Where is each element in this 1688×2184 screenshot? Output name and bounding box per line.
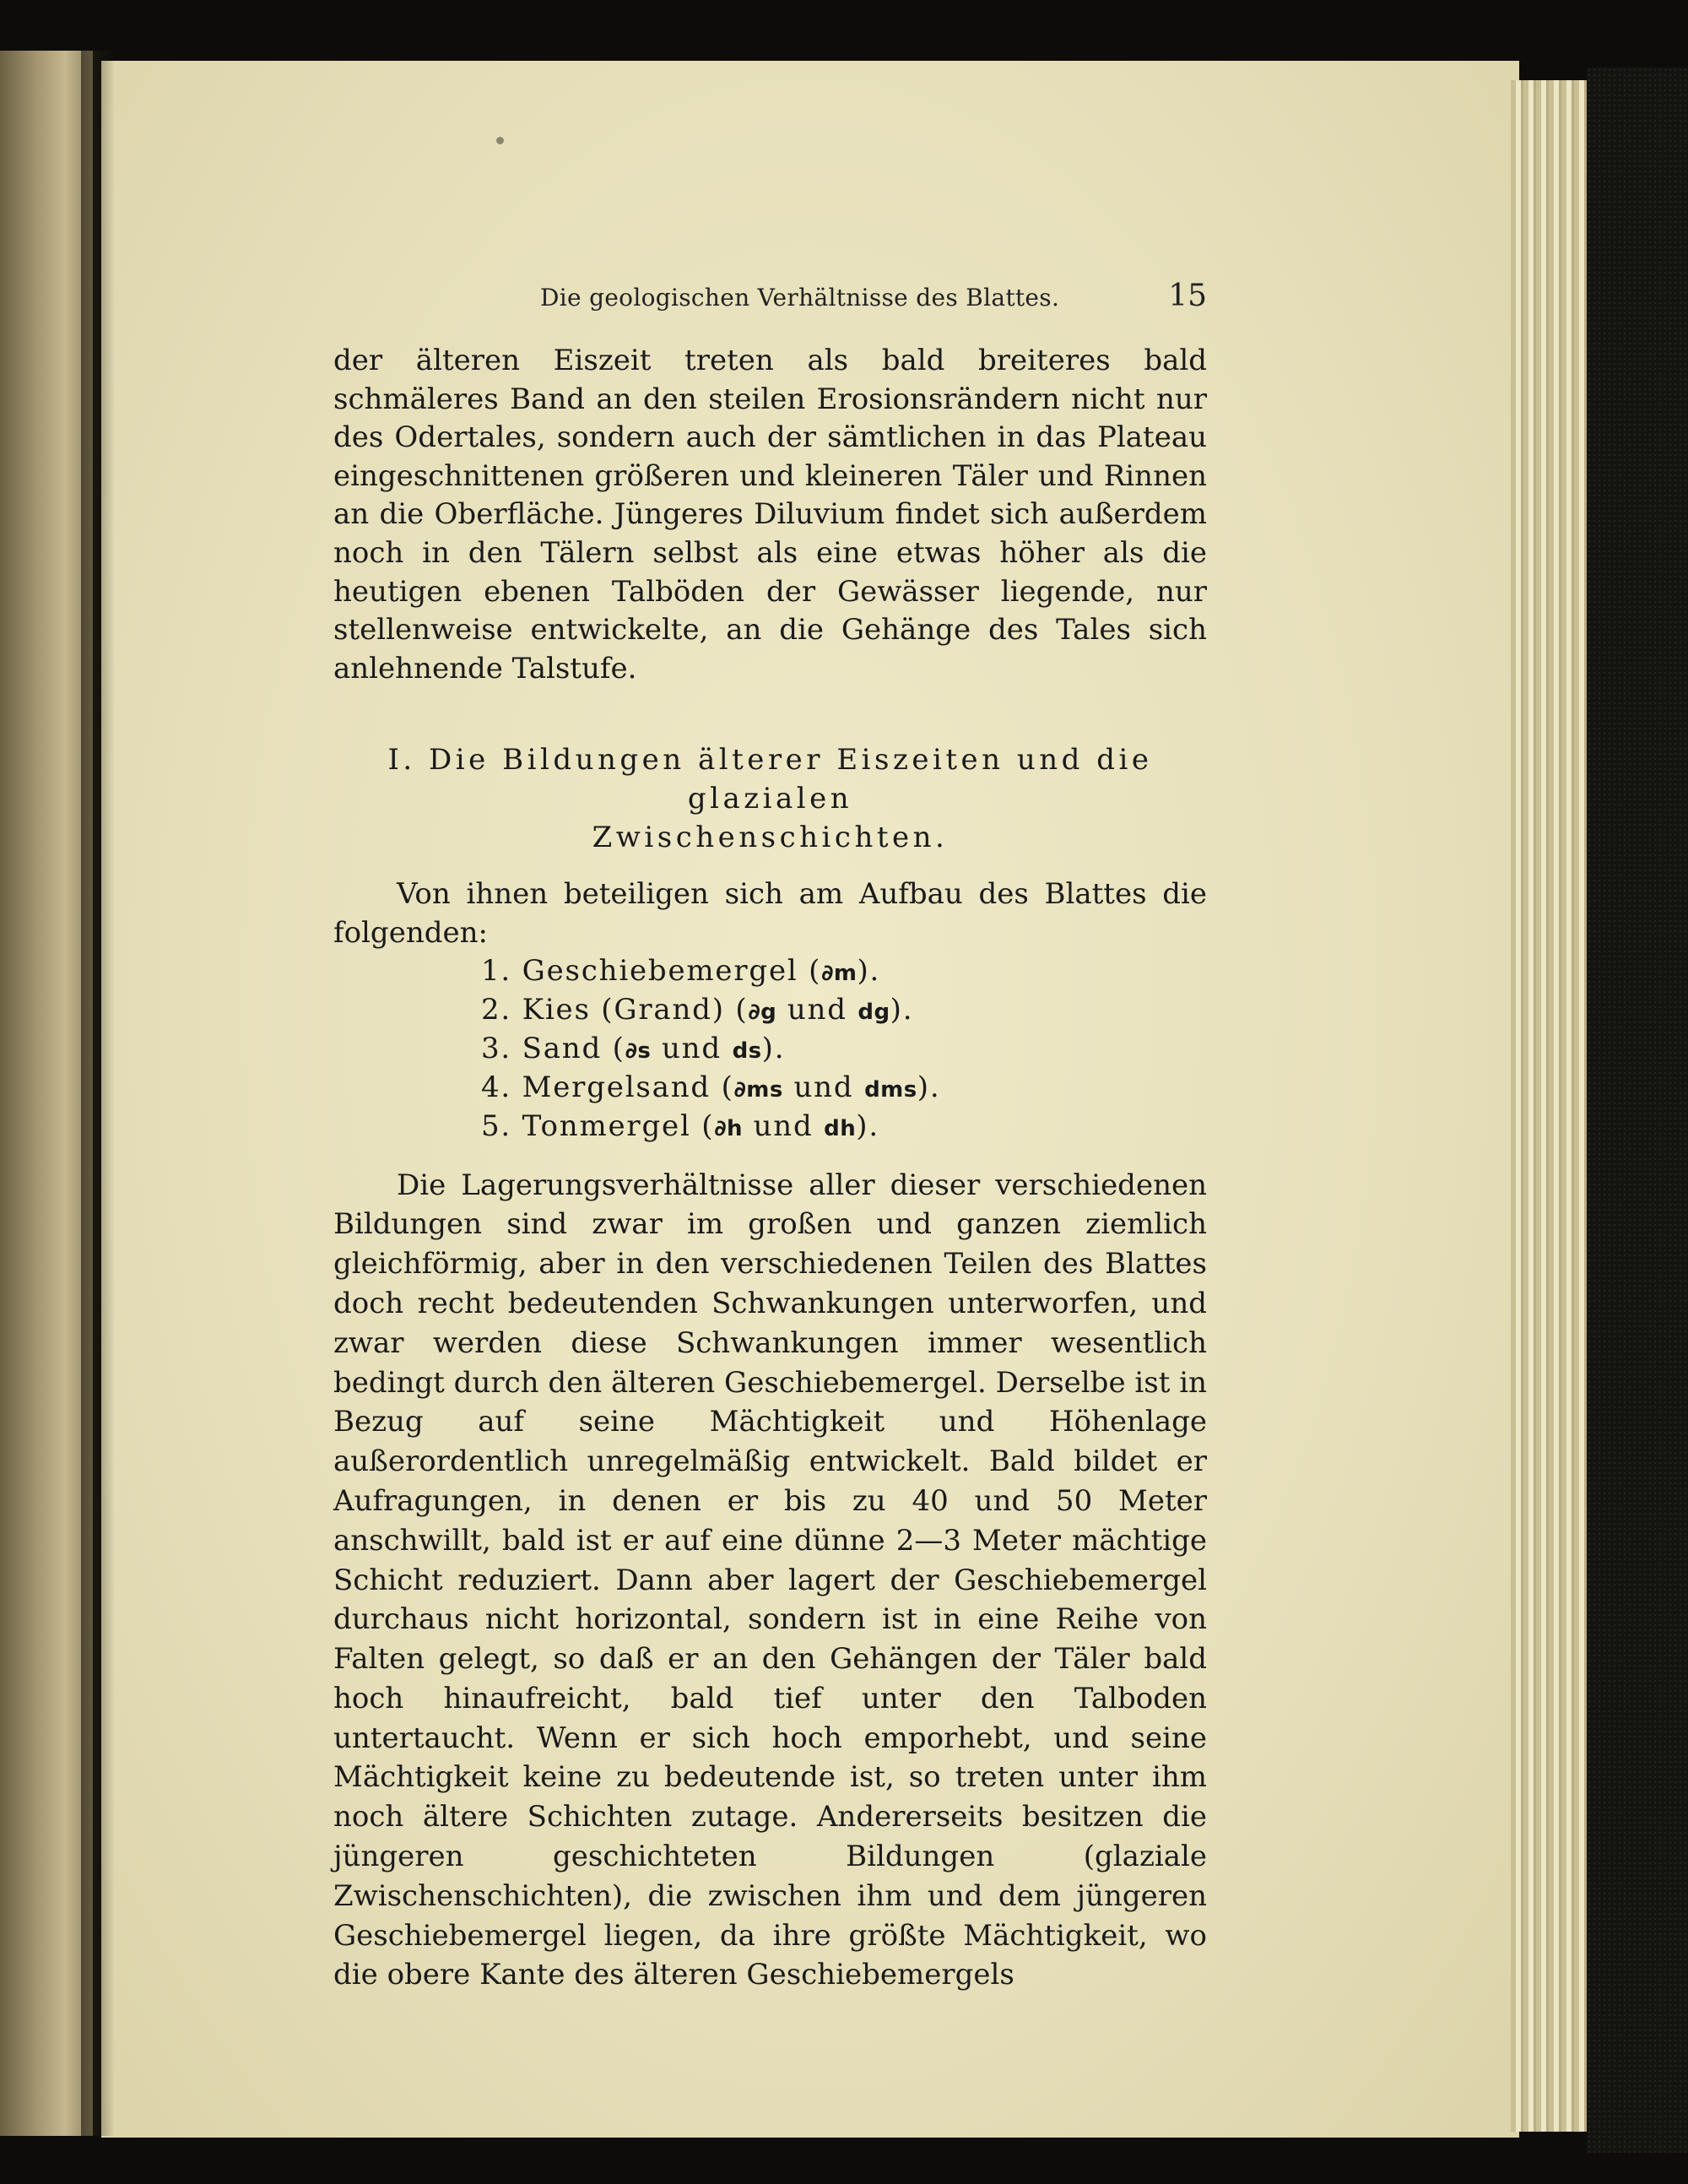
list-item: 2. Kies (Grand) (∂g und dg). xyxy=(481,992,914,1027)
paragraph-1: der älteren Eiszeit treten als bald breiteres bald schmäleres Band an den steilen Erosionsrändern nicht nur des Odertales, sondern auch der sämtlichen in das Plateau eingeschnittenen größeren und kleineren Täler und Rinnen an die Oberfläche. Jüngeres Diluvium findet sich außerdem noch in den Tälern selbst als eine etwas höher als die heutigen ebenen Talböden der Gewässer liegende, nur stellenweise entwickelte, an die Gehänge des Tales sich anlehnende Talstufe. xyxy=(333,344,1207,686)
left-page-edge xyxy=(0,51,93,2136)
formation-list xyxy=(333,953,1207,1147)
section-heading-line2: Zwischenschichten. xyxy=(592,821,949,855)
paper-speck xyxy=(496,137,504,144)
list-intro: Von ihnen beteiligen sich am Aufbau des Blattes die folgenden: xyxy=(333,877,1207,950)
list-item: 4. Mergelsand (∂ms und dms). xyxy=(481,1070,941,1104)
running-head xyxy=(540,279,1207,322)
book-cover xyxy=(1587,68,1688,2153)
paragraph-2: Die Lagerungsverhältnisse aller dieser verschiedenen Bildungen sind zwar im großen und ganzen ziemlich gleichförmig, aber in den verschiedenen Teilen des Blattes doch recht bedeutenden Schwankungen unterworfen, und zwar werden diese Schwankungen immer wesentlich bedingt durch den älteren Geschiebemergel. Derselbe ist in Bezug auf seine Mächtigkeit und Höhenlage außerordentlich unregelmäßig entwickelt. Bald bildet er Aufragungen, in denen er bis zu 40 und 50 Meter anschwillt, bald ist er auf eine dünne 2—3 Meter mächtige Schicht reduziert. Dann aber lagert der Geschiebemergel durchaus nicht horizontal, sondern ist in eine Reihe von Falten gelegt, so daß er an den Gehängen der Täler bald hoch hinaufreicht, bald tief unter den Talboden untertaucht. Wenn er sich hoch emporhebt, und seine Mächtigkeit keine zu bedeutende ist, so treten unter ihm noch ältere Schichten zutage. Andererseits besitzen die jüngeren geschichteten Bildungen (glaziale Zwischenschichten), die zwischen ihm und dem jüngeren Geschiebemergel liegen, da ihre größte Mächtigkeit, wo die obere Kante des älteren Geschiebemergels xyxy=(333,1168,1207,1992)
list-item: 3. Sand (∂s und ds). xyxy=(481,1031,786,1065)
section-heading xyxy=(333,740,1207,857)
page-number: 15 xyxy=(1168,279,1207,313)
gutter-shadow xyxy=(81,51,115,2136)
list-item: 5. Tonmergel (∂h und dh). xyxy=(481,1108,879,1143)
section-heading-line1: I. Die Bildungen älterer Eiszeiten und die glazialen xyxy=(387,743,1153,816)
running-head-title: Die geologischen Verhältnisse des Blattes. xyxy=(540,284,1060,312)
list-item: 1. Geschiebemergel (∂m). xyxy=(481,953,881,988)
body-text xyxy=(333,342,1207,1995)
